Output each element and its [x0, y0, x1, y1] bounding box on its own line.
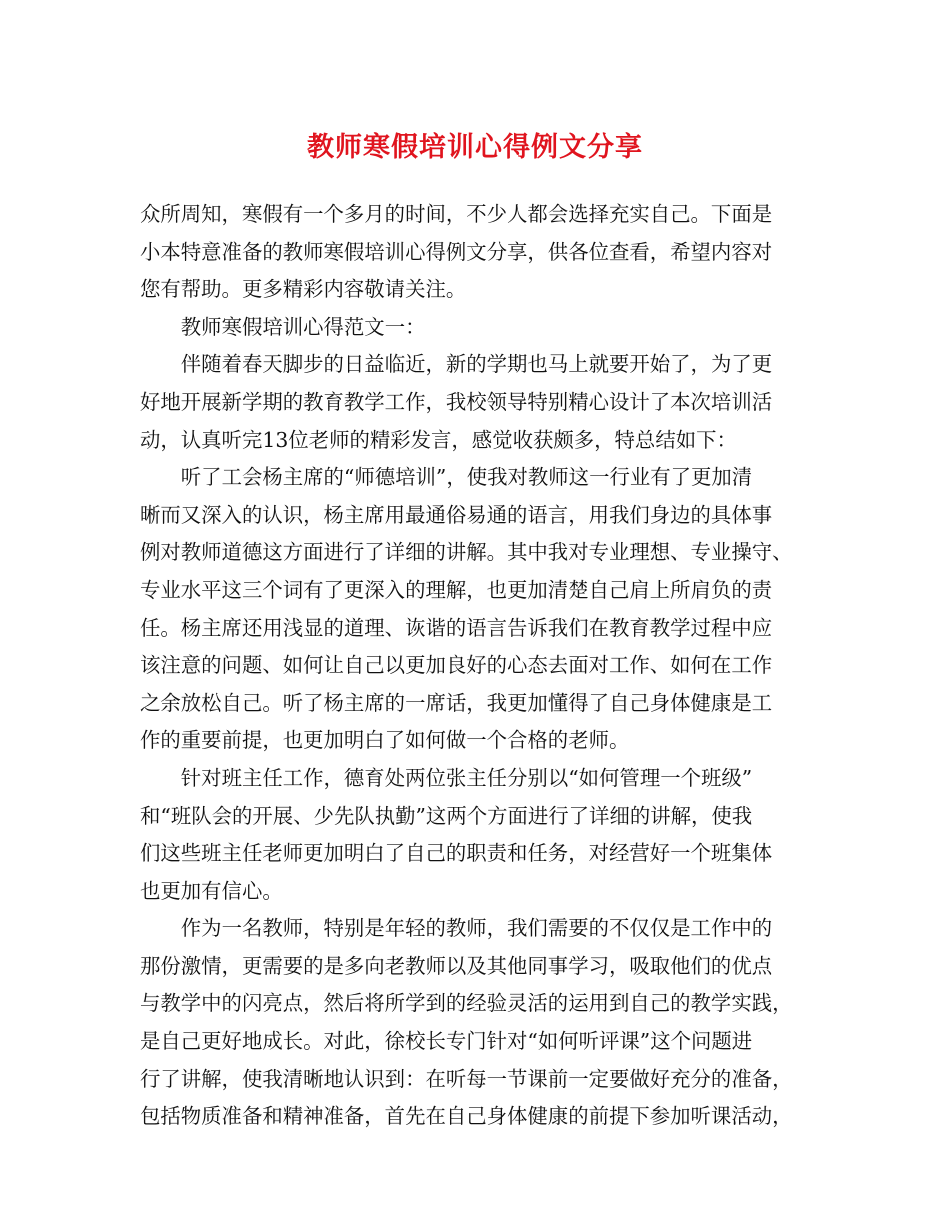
text-line: 任。杨主席还用浅显的道理、诙谐的语言告诉我们在教育教学过程中应	[140, 615, 773, 640]
text-line: 之余放松自己。听了杨主席的一席话，我更加懂得了自己身体健康是工	[140, 690, 773, 715]
text-line: 们这些班主任老师更加明白了自己的职责和任务，对经营好一个班集体	[140, 841, 773, 866]
text-line: 是自己更好地成长。对此，徐校长专门针对“如何听评课”这个问题进	[140, 1029, 753, 1054]
text-line: 众所周知，寒假有一个多月的时间，不少人都会选择充实自己。下面是	[140, 202, 773, 226]
text-line: 那份激情，更需要的是多向老教师以及其他同事学习，吸取他们的优点	[140, 953, 773, 978]
text-line: 行了讲解，使我清晰地认识到：在听每一节课前一定要做好充分的准备，	[140, 1066, 793, 1091]
text-line: 小本特意准备的教师寒假培训心得例文分享，供各位查看，希望内容对	[140, 239, 773, 264]
text-line: 作为一名教师，特别是年轻的教师，我们需要的不仅仅是工作中的	[180, 916, 773, 941]
text-line: 包括物质准备和精神准备，首先在自己身体健康的前提下参加听课活动，	[140, 1104, 793, 1129]
text-line: 作的重要前提，也更加明白了如何做一个合格的老师。	[140, 728, 630, 753]
text-line: 和“班队会的开展、少先队执勤”这两个方面进行了详细的讲解，使我	[140, 803, 753, 828]
section-heading: 教师寒假培训心得范文一：	[180, 314, 426, 339]
text-line: 听了工会杨主席的“师德培训”，使我对教师这一行业有了更加清	[180, 465, 753, 490]
text-line: 该注意的问题、如何让自己以更加良好的心态去面对工作、如何在工作	[140, 653, 773, 678]
text-line: 针对班主任工作，德育处两位张主任分别以“如何管理一个班级”	[180, 765, 753, 790]
text-line: 专业水平这三个词有了更深入的理解，也更加清楚自己肩上所肩负的责	[140, 577, 773, 602]
text-line: 您有帮助。更多精彩内容敬请关注。	[140, 277, 467, 302]
text-line: 与教学中的闪亮点，然后将所学到的经验灵活的运用到自己的教学实践，	[140, 991, 793, 1016]
text-line: 例对教师道德这方面进行了详细的讲解。其中我对专业理想、专业操守、	[140, 540, 793, 565]
document-title: 教师寒假培训心得例文分享	[307, 132, 643, 163]
text-line: 晰而又深入的认识，杨主席用最通俗易通的语言，用我们身边的具体事	[140, 502, 773, 527]
text-line: 动，认真听完13位老师的精彩发言，感觉收获颇多，特总结如下：	[140, 427, 737, 452]
text-line: 也更加有信心。	[140, 878, 283, 903]
text-line: 伴随着春天脚步的日益临近，新的学期也马上就要开始了，为了更	[180, 352, 773, 377]
document-body	[140, 196, 812, 1136]
text-line: 好地开展新学期的教育教学工作，我校领导特别精心设计了本次培训活	[140, 389, 773, 414]
